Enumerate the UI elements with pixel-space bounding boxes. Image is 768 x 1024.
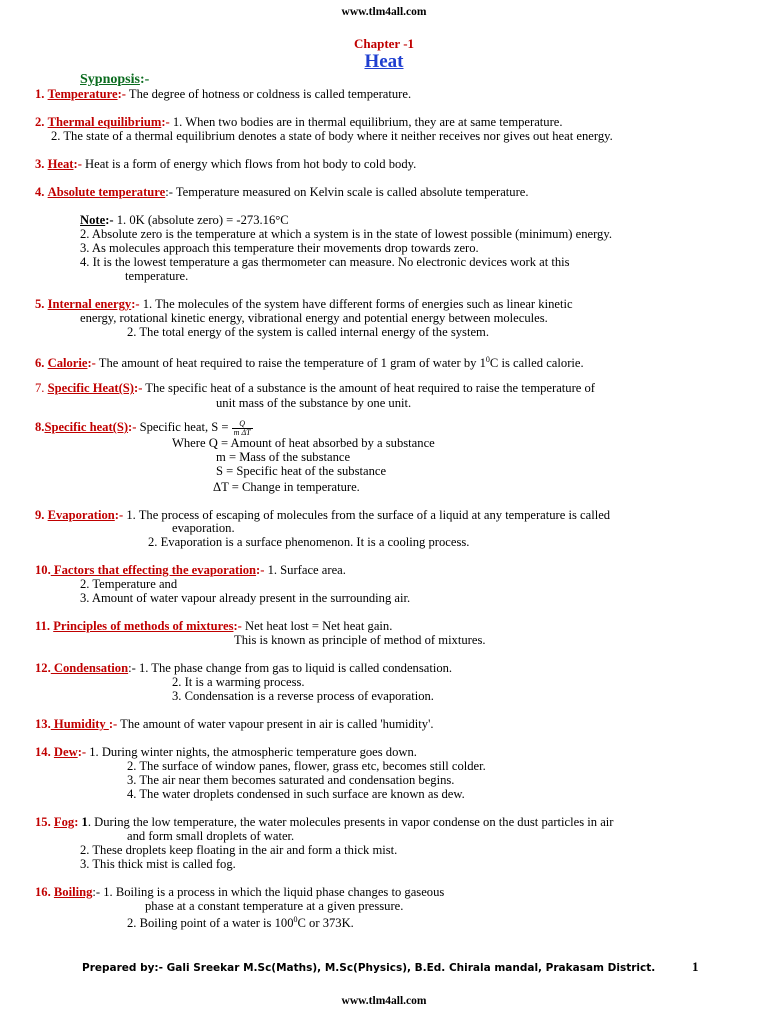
item-line — [127, 913, 354, 930]
item-text: . During the low temperature, the water molecules presents in vapor condense on the dust particles in air — [87, 815, 614, 829]
item-temperature — [35, 87, 411, 101]
item-fog — [35, 815, 613, 829]
item-sep: :- — [134, 381, 143, 395]
note-label: Note — [80, 213, 106, 227]
item-sep: :- — [108, 717, 118, 731]
item-sep: :- — [128, 420, 137, 434]
item-line: 3. The air near them becomes saturated and condensation begins. — [127, 773, 455, 787]
item-line: 2. Temperature and — [80, 577, 178, 591]
note-text: 1. 0K (absolute zero) = -273.16°C — [113, 213, 289, 227]
item-line: 2. The surface of window panes, flower, grass etc, becomes still colder. — [127, 759, 486, 773]
item-term: Thermal equilibrium — [47, 115, 162, 129]
item-text: Net heat lost = Net heat gain. — [241, 619, 393, 633]
superscript: 0 — [293, 915, 298, 924]
item-term: Principles of methods of mixtures — [53, 619, 234, 633]
item-specific-heat — [35, 381, 595, 395]
page-number: 1 — [692, 959, 699, 974]
item-number: 8. — [35, 420, 45, 434]
item-line: evaporation. — [172, 521, 235, 535]
item-text: 1. During winter nights, the atmospheric temperature goes down. — [86, 745, 417, 759]
item-number: 16. — [35, 885, 51, 899]
item-text: Temperature measured on Kelvin scale is called absolute temperature. — [172, 185, 529, 199]
item-term: Calorie — [47, 356, 88, 371]
item-term: Condensation — [50, 661, 129, 675]
item-line: 3. Amount of water vapour already present in the surrounding air. — [80, 591, 411, 605]
item-term: Boiling — [53, 885, 93, 899]
formula-where: S = Specific heat of the substance — [216, 464, 387, 478]
item-line: and form small droplets of water. — [127, 829, 295, 843]
item-dew — [35, 745, 417, 759]
item-line: unit mass of the substance by one unit. — [216, 396, 412, 410]
item-term: Heat — [47, 157, 74, 171]
item-humidity — [35, 717, 434, 731]
item-sep: :- — [87, 356, 96, 371]
item-number: 4. — [35, 185, 45, 199]
item-number: 14. — [35, 745, 51, 759]
item-text: C or 373K. — [297, 916, 354, 931]
item-line: 3. Condensation is a reverse process of evaporation. — [172, 689, 434, 703]
formula-where: Where Q = Amount of heat absorbed by a substance — [172, 436, 435, 450]
item-line: 2. The state of a thermal equilibrium denotes a state of body where it neither receives nor gives out heat energy. — [51, 129, 613, 143]
note-line: 4. It is the lowest temperature a gas thermometer can measure. No electronic devices work at this — [80, 255, 570, 269]
item-term: Factors that effecting the evaporation — [50, 563, 257, 577]
item-internal-energy — [35, 297, 573, 311]
formula-where: m = Mass of the substance — [216, 450, 351, 464]
item-lead: 1 — [78, 815, 88, 829]
note-line: 3. As molecules approach this temperature their movements drop towards zero. — [80, 241, 479, 255]
item-number: 12. — [35, 661, 51, 675]
note-line: temperature. — [125, 269, 189, 283]
item-term: Specific Heat(S) — [47, 381, 134, 395]
fraction-denominator: m ΔT — [233, 427, 251, 437]
item-factors-evaporation — [35, 563, 346, 577]
item-evaporation — [35, 508, 610, 522]
fraction-numerator: Q — [232, 420, 253, 429]
item-sep: : — [74, 815, 79, 829]
item-sep: :- — [128, 661, 136, 675]
item-text: The degree of hotness or coldness is called temperature. — [125, 87, 412, 101]
note-sep: :- — [105, 213, 114, 227]
item-text: The amount of heat required to raise the temperature of 1 gram of water by 1 — [95, 356, 486, 371]
item-term: Evaporation — [47, 508, 115, 522]
item-number: 9. — [35, 508, 45, 522]
item-number: 10. — [35, 563, 51, 577]
item-heat — [35, 157, 416, 171]
formula-where: ΔT = Change in temperature. — [213, 480, 360, 494]
chapter-label: Chapter -1 — [353, 36, 415, 51]
item-sep: :- — [92, 885, 101, 899]
item-text: The amount of water vapour present in air is called 'humidity'. — [117, 717, 434, 731]
item-text: 1. When two bodies are in thermal equilibrium, they are at same temperature. — [169, 115, 563, 129]
item-line: 4. The water droplets condensed in such surface are known as dew. — [127, 787, 465, 801]
synopsis-heading — [80, 72, 149, 87]
item-number: 5. — [35, 297, 45, 311]
item-line: energy, rotational kinetic energy, vibrational energy and potential energy between molecules. — [80, 311, 548, 325]
item-line: phase at a constant temperature at a given pressure. — [145, 899, 404, 913]
header-site-url[interactable]: www.tlm4all.com — [341, 6, 427, 18]
item-line: 2. These droplets keep floating in the air and form a thick mist. — [80, 843, 398, 857]
synopsis-label: Sypnopsis — [80, 72, 140, 87]
item-boiling — [35, 885, 444, 899]
item-number: 11. — [35, 619, 51, 633]
item-sep: :- — [73, 157, 82, 171]
item-text: 1. The process of escaping of molecules from the surface of a liquid at any temperature is called — [123, 508, 611, 522]
item-number: 13. — [35, 717, 51, 731]
item-text: 1. Boiling is a process in which the liquid phase changes to gaseous — [100, 885, 445, 899]
item-thermal-equilibrium — [35, 115, 563, 129]
item-sep: :- — [233, 619, 242, 633]
item-absolute-temperature — [35, 185, 529, 199]
item-line: 2. The total energy of the system is called internal energy of the system. — [127, 325, 489, 339]
item-line: 2. Evaporation is a surface phenomenon. It is a cooling process. — [148, 535, 470, 549]
item-term: Dew — [53, 745, 78, 759]
formula-fraction — [232, 420, 253, 437]
item-method-of-mixtures — [35, 619, 392, 633]
item-calorie — [35, 353, 584, 370]
item-text: 1. The molecules of the system have different forms of energies such as linear kinetic — [139, 297, 573, 311]
item-line: This is known as principle of method of mixtures. — [234, 633, 486, 647]
item-line: 3. This thick mist is called fog. — [80, 857, 236, 871]
item-number: 15. — [35, 815, 51, 829]
footer-prepared-by: Prepared by:- Gali Sreekar M.Sc(Maths), M.Sc(Physics), B.Ed. Chirala mandal, Prakasam District. — [82, 962, 656, 974]
item-sep: :- — [131, 297, 140, 311]
item-text: C is called calorie. — [489, 356, 584, 371]
note-line — [80, 213, 289, 227]
item-term: Humidity — [50, 717, 109, 731]
item-number: 7. — [35, 381, 45, 395]
item-specific-heat-formula — [35, 418, 253, 437]
item-line: 2. It is a warming process. — [172, 675, 305, 689]
page-title: Heat — [364, 51, 404, 72]
item-term: Fog — [53, 815, 75, 829]
item-text: Specific heat, S = — [136, 420, 232, 434]
item-text: Heat is a form of energy which flows from hot body to cold body. — [81, 157, 417, 171]
item-number: 2. — [35, 115, 45, 129]
footer-site-url[interactable]: www.tlm4all.com — [341, 995, 427, 1007]
synopsis-sep: :- — [139, 72, 150, 87]
item-term: Absolute temperature — [47, 185, 166, 199]
item-sep: :- — [256, 563, 265, 577]
item-sep: :- — [161, 115, 170, 129]
item-term: Specific heat(S) — [44, 420, 129, 434]
item-sep: :- — [114, 508, 124, 522]
item-term: Temperature — [47, 87, 118, 101]
item-number: 1. — [35, 87, 45, 101]
item-text: 1. The phase change from gas to liquid is called condensation. — [135, 661, 453, 675]
item-text: The specific heat of a substance is the amount of heat required to raise the temperature of — [142, 381, 596, 395]
superscript: 0 — [485, 355, 490, 364]
item-text: 2. Boiling point of a water is 100 — [127, 916, 294, 931]
item-condensation — [35, 661, 452, 675]
item-sep: :- — [165, 185, 173, 199]
item-number: 6. — [35, 356, 45, 371]
item-number: 3. — [35, 157, 45, 171]
note-line: 2. Absolute zero is the temperature at which a system is in the state of lowest possible (minimum) energy. — [80, 227, 612, 241]
item-sep: :- — [77, 745, 87, 759]
item-sep: :- — [117, 87, 126, 101]
item-text: 1. Surface area. — [264, 563, 346, 577]
item-term: Internal energy — [47, 297, 132, 311]
